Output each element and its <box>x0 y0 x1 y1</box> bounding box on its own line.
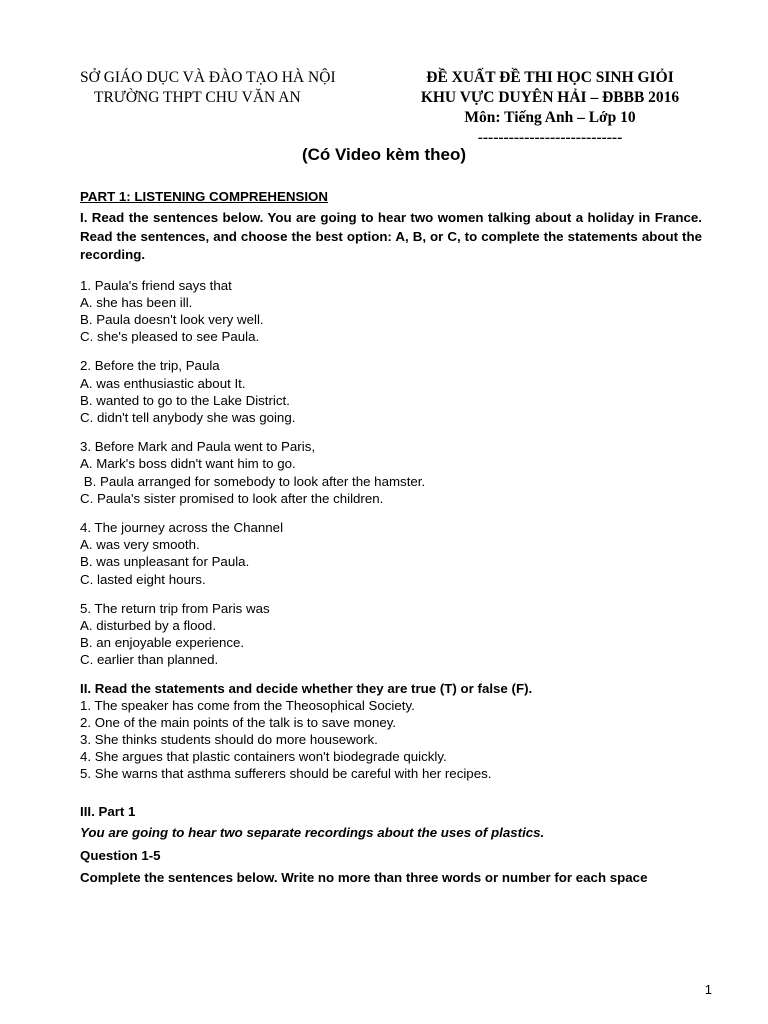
header-divider: ---------------------------- <box>477 129 623 146</box>
option-a: A. was very smooth. <box>80 537 200 553</box>
video-note: (Có Video kèm theo) <box>301 145 467 164</box>
option-b: B. was unpleasant for Paula. <box>80 554 250 570</box>
option-b: B. Paula doesn't look very well. <box>80 311 264 327</box>
statement-item: 3. She thinks students should do more housework. <box>80 731 378 747</box>
section3-title: III. Part 1 <box>80 803 136 819</box>
question-stem: 3. Before Mark and Paula went to Paris, <box>80 439 316 455</box>
option-c: C. didn't tell anybody she was going. <box>80 409 296 425</box>
option-b: B. an enjoyable experience. <box>80 635 245 651</box>
option-a: A. Mark's boss didn't want him to go. <box>80 456 296 472</box>
page-number: 1 <box>704 982 712 997</box>
question-block <box>80 600 702 669</box>
option-c: C. Paula's sister promised to look after the children. <box>80 490 384 506</box>
section2-title: II. Read the statements and decide whether they are true (T) or false (F). <box>80 680 533 696</box>
header-right <box>400 68 700 148</box>
statement-item: 2. One of the main points of the talk is to save money. <box>80 714 397 730</box>
option-a: A. was enthusiastic about It. <box>80 375 246 391</box>
question-stem: 5. The return trip from Paris was <box>80 600 270 616</box>
statement-item: 1. The speaker has come from the Theosophical Society. <box>80 697 415 713</box>
school-name: TRƯỜNG THPT CHU VĂN AN <box>94 89 301 106</box>
option-c: C. she's pleased to see Paula. <box>80 329 260 345</box>
question-block <box>80 438 702 507</box>
question-block <box>80 277 702 346</box>
option-b: B. wanted to go to the Lake District. <box>80 392 290 408</box>
header-left <box>80 68 380 108</box>
exam-region: KHU VỰC DUYÊN HẢI – ĐBBB 2016 <box>420 89 680 106</box>
question-block <box>80 519 702 588</box>
exam-subject: Môn: Tiếng Anh – Lớp 10 <box>464 109 636 126</box>
statement-list <box>80 697 702 783</box>
exam-title: ĐỀ XUẤT ĐỀ THI HỌC SINH GIỎI <box>426 69 674 86</box>
part1-title: PART 1: LISTENING COMPREHENSION <box>80 189 328 204</box>
question-stem: 2. Before the trip, Paula <box>80 358 220 374</box>
section3-subtitle: You are going to hear two separate recordings about the uses of plastics. <box>80 824 545 840</box>
option-c: C. lasted eight hours. <box>80 571 206 587</box>
section3-instruction: Complete the sentences below. Write no more than three words or number for each space <box>80 869 648 885</box>
question-range: Question 1-5 <box>80 847 161 863</box>
statement-item: 5. She warns that asthma sufferers should be careful with her recipes. <box>80 766 492 782</box>
question-stem: 1. Paula's friend says that <box>80 277 232 293</box>
option-a: A. disturbed by a flood. <box>80 617 217 633</box>
question-stem: 4. The journey across the Channel <box>80 519 284 535</box>
part1-intro: I. Read the sentences below. You are going to hear two women talking about a holiday in France. Read the sentences, and choose the best option: A, B, or C, to complete the statements about the recording. <box>80 210 702 262</box>
exam-content <box>80 188 702 886</box>
statement-item: 4. She argues that plastic containers won't biodegrade quickly. <box>80 749 447 765</box>
option-b: B. Paula arranged for somebody to look after the hamster. <box>80 473 426 489</box>
option-a: A. she has been ill. <box>80 294 193 310</box>
option-c: C. earlier than planned. <box>80 652 219 668</box>
question-block <box>80 357 702 426</box>
department-name: SỞ GIÁO DỤC VÀ ĐÀO TẠO HÀ NỘI <box>80 69 336 86</box>
